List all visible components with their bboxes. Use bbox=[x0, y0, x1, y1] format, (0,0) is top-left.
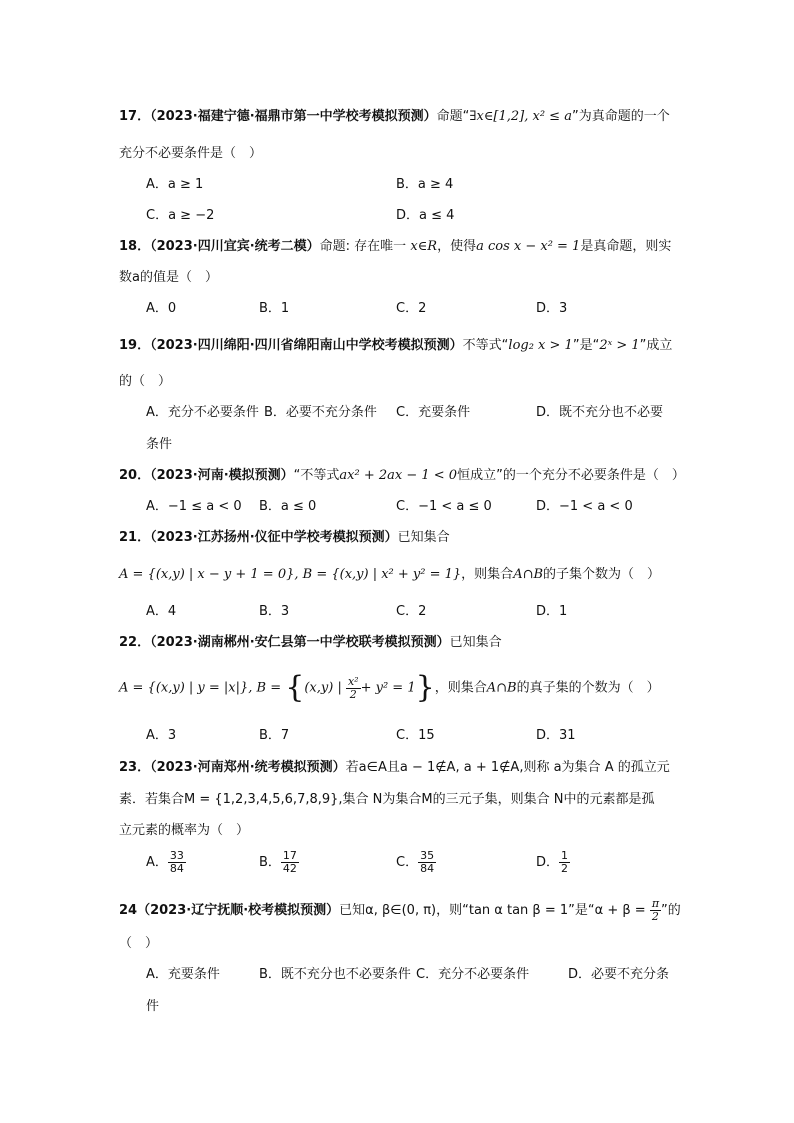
q23-option-d[interactable]: D． $\frac{1}{2}$ bbox=[536, 849, 569, 875]
q19-stem-line2: 的（ ） bbox=[119, 374, 172, 389]
q22-text: 已知集合 bbox=[449, 635, 502, 650]
q21-stem bbox=[119, 529, 450, 547]
q21-text: 已知集合 bbox=[397, 530, 450, 545]
q19-number: 19． bbox=[119, 338, 151, 353]
q20-option-b[interactable]: B．a ≤ 0 bbox=[259, 499, 317, 514]
q22-text-b: ，则集合 bbox=[434, 680, 487, 696]
q21-text-b: ，则集合 bbox=[461, 567, 514, 582]
q17-text: 命题“ bbox=[436, 109, 470, 124]
q22-source: （2023·湖南郴州·安仁县第一中学校联考模拟预测） bbox=[150, 635, 450, 650]
q22-stem-line2 bbox=[119, 670, 660, 705]
q21-option-a[interactable]: A．4 bbox=[146, 604, 177, 619]
q23-option-a[interactable]: A． $\frac{33}{84}$ bbox=[146, 849, 184, 875]
q23-source: （2023·河南郑州·统考模拟预测） bbox=[150, 760, 346, 775]
q17-option-b[interactable]: B．a ≥ 4 bbox=[396, 177, 454, 192]
q20-stem bbox=[119, 467, 685, 485]
q23-number: 23． bbox=[119, 760, 151, 775]
q22-text-c: 的真子集的个数为（ ） bbox=[516, 680, 660, 696]
q21-option-c[interactable]: C．2 bbox=[396, 604, 427, 619]
q23-option-d-fraction: $\frac{1}{2}$ bbox=[561, 849, 569, 875]
q23-option-c[interactable]: C． $\frac{35}{84}$ bbox=[396, 849, 435, 875]
q24-number: 24 bbox=[119, 903, 138, 918]
q22-math-pair: (x,y) | bbox=[304, 680, 346, 696]
q23-stem-line2: 素．若集合M = {1,2,3,4,5,6,7,8,9},集合 N为集合M的三元子集，则集合 N中的元素都是孤 bbox=[119, 792, 655, 807]
q19-option-d-wrap: 条件 bbox=[146, 437, 173, 452]
q18-source: （2023·四川宜宾·统考二模） bbox=[150, 239, 320, 254]
q20-source: （2023·河南·模拟预测） bbox=[150, 468, 294, 483]
q24-source: （2023·辽宁抚顺·校考模拟预测） bbox=[137, 903, 340, 918]
q22-stem bbox=[119, 634, 502, 652]
q17-source: （2023·福建宁德·福鼎市第一中学校考模拟预测） bbox=[150, 109, 437, 124]
q18-option-c[interactable]: C．2 bbox=[396, 301, 427, 316]
q22-math-a: A = {(x,y) | y = |x|}, B = bbox=[119, 680, 286, 696]
q24-text-b: ”的 bbox=[661, 903, 681, 918]
q17-stem bbox=[119, 108, 670, 126]
q23-option-c-fraction: $\frac{35}{84}$ bbox=[420, 849, 435, 875]
q19-stem bbox=[119, 337, 672, 355]
q24-fraction: $\frac{\pi}{2}$ bbox=[651, 897, 660, 923]
q21-stem-line2 bbox=[119, 566, 660, 584]
q18-stem-line2: 数a的值是（ ） bbox=[119, 270, 218, 285]
q19-math-exp: 2ˣ > 1 bbox=[599, 338, 640, 353]
q22-fraction: $\frac{\text{x²}}{2}$ bbox=[347, 674, 359, 701]
q24-option-d[interactable]: D．必要不充分条 bbox=[568, 967, 670, 982]
q20-number: 20． bbox=[119, 468, 151, 483]
q24-text: 已知α, β∈(0, π)，则“tan α tan β = 1”是“α + β = bbox=[339, 903, 650, 918]
q19-option-d[interactable]: D．既不充分也不必要 bbox=[536, 405, 664, 420]
q22-number: 22． bbox=[119, 635, 151, 650]
q17-option-d[interactable]: D．a ≤ 4 bbox=[396, 208, 455, 223]
q22-option-b[interactable]: B．7 bbox=[259, 728, 290, 743]
q19-text: 不等式“ bbox=[462, 338, 509, 353]
q17-text-b: ”为真命题的一个 bbox=[571, 109, 670, 124]
q18-text: 命题: 存在唯一 bbox=[319, 239, 407, 254]
q21-math-intersection: A∩B bbox=[513, 567, 544, 582]
q21-option-d[interactable]: D．1 bbox=[536, 604, 568, 619]
q22-option-d[interactable]: D．31 bbox=[536, 728, 576, 743]
q18-option-d[interactable]: D．3 bbox=[536, 301, 568, 316]
q18-option-a[interactable]: A．0 bbox=[146, 301, 177, 316]
q18-math-x: x∈R bbox=[410, 239, 438, 254]
q18-option-b[interactable]: B．1 bbox=[259, 301, 290, 316]
q24-stem bbox=[119, 898, 681, 923]
q21-source: （2023·江苏扬州·仪征中学校考模拟预测） bbox=[150, 530, 398, 545]
q18-number: 18． bbox=[119, 239, 151, 254]
q19-option-a[interactable]: A．充分不必要条件 bbox=[146, 405, 259, 420]
q18-stem bbox=[119, 238, 671, 256]
q24-option-c[interactable]: C．充分不必要条件 bbox=[416, 967, 530, 982]
q17-number: 17． bbox=[119, 109, 151, 124]
q21-option-b[interactable]: B．3 bbox=[259, 604, 290, 619]
q22-math-intersection: A∩B bbox=[486, 680, 517, 696]
q19-math-log: log₂ x > 1 bbox=[508, 338, 573, 353]
q23-text: 若a∈A且a − 1∉A, a + 1∉A,则称 a为集合 A 的孤立元 bbox=[345, 760, 670, 775]
q19-source: （2023·四川绵阳·四川省绵阳南山中学校考模拟预测） bbox=[150, 338, 463, 353]
q21-text-c: 的子集个数为（ ） bbox=[543, 567, 661, 582]
q17-option-c[interactable]: C．a ≥ −2 bbox=[146, 208, 215, 223]
q23-stem bbox=[119, 759, 670, 777]
q20-option-c[interactable]: C．−1 < a ≤ 0 bbox=[396, 499, 492, 514]
q17-option-a[interactable]: A．a ≥ 1 bbox=[146, 177, 204, 192]
q21-number: 21． bbox=[119, 530, 151, 545]
q19-option-c[interactable]: C．充要条件 bbox=[396, 405, 471, 420]
q22-right-brace: } bbox=[415, 670, 435, 705]
q24-option-d-wrap: 件 bbox=[146, 999, 160, 1014]
q23-option-a-fraction: $\frac{33}{84}$ bbox=[169, 849, 184, 875]
q18-text-c: 是真命题，则实 bbox=[580, 239, 672, 254]
q20-option-d[interactable]: D．−1 < a < 0 bbox=[536, 499, 633, 514]
q23-stem-line3: 立元素的概率为（ ） bbox=[119, 823, 250, 838]
q24-stem-line2: （ ） bbox=[119, 936, 159, 951]
q19-text-c: ”成立 bbox=[639, 338, 673, 353]
q18-text-b: ，使得 bbox=[437, 239, 477, 254]
q23-option-b[interactable]: B． $\frac{17}{42}$ bbox=[259, 849, 297, 875]
q21-math-sets: A = {(x,y) | x − y + 1 = 0}, B = {(x,y) | x² + y² = 1} bbox=[119, 567, 462, 582]
q20-math: ax² + 2ax − 1 < 0 bbox=[339, 468, 458, 483]
q22-option-c[interactable]: C．15 bbox=[396, 728, 435, 743]
q19-text-b: ”是“ bbox=[572, 338, 600, 353]
q18-math-eq: a cos x − x² = 1 bbox=[476, 239, 581, 254]
q22-option-a[interactable]: A．3 bbox=[146, 728, 177, 743]
q23-option-b-fraction: $\frac{17}{42}$ bbox=[282, 849, 297, 875]
q20-text: “不等式 bbox=[293, 468, 340, 483]
q22-math-b: + y² = 1 bbox=[360, 680, 416, 696]
q24-option-a[interactable]: A．充要条件 bbox=[146, 967, 220, 982]
q19-option-b[interactable]: B．必要不充分条件 bbox=[264, 405, 377, 420]
q17-math: ∃x∈[1,2], x² ≤ a bbox=[469, 109, 572, 124]
q20-text-b: 恒成立”的一个充分不必要条件是（ ） bbox=[457, 468, 685, 483]
q24-option-b[interactable]: B．既不充分也不必要条件 bbox=[259, 967, 411, 982]
q17-stem-line2: 充分不必要条件是（ ） bbox=[119, 146, 263, 161]
q20-option-a[interactable]: A．−1 ≤ a < 0 bbox=[146, 499, 242, 514]
q22-left-brace: { bbox=[285, 670, 305, 705]
